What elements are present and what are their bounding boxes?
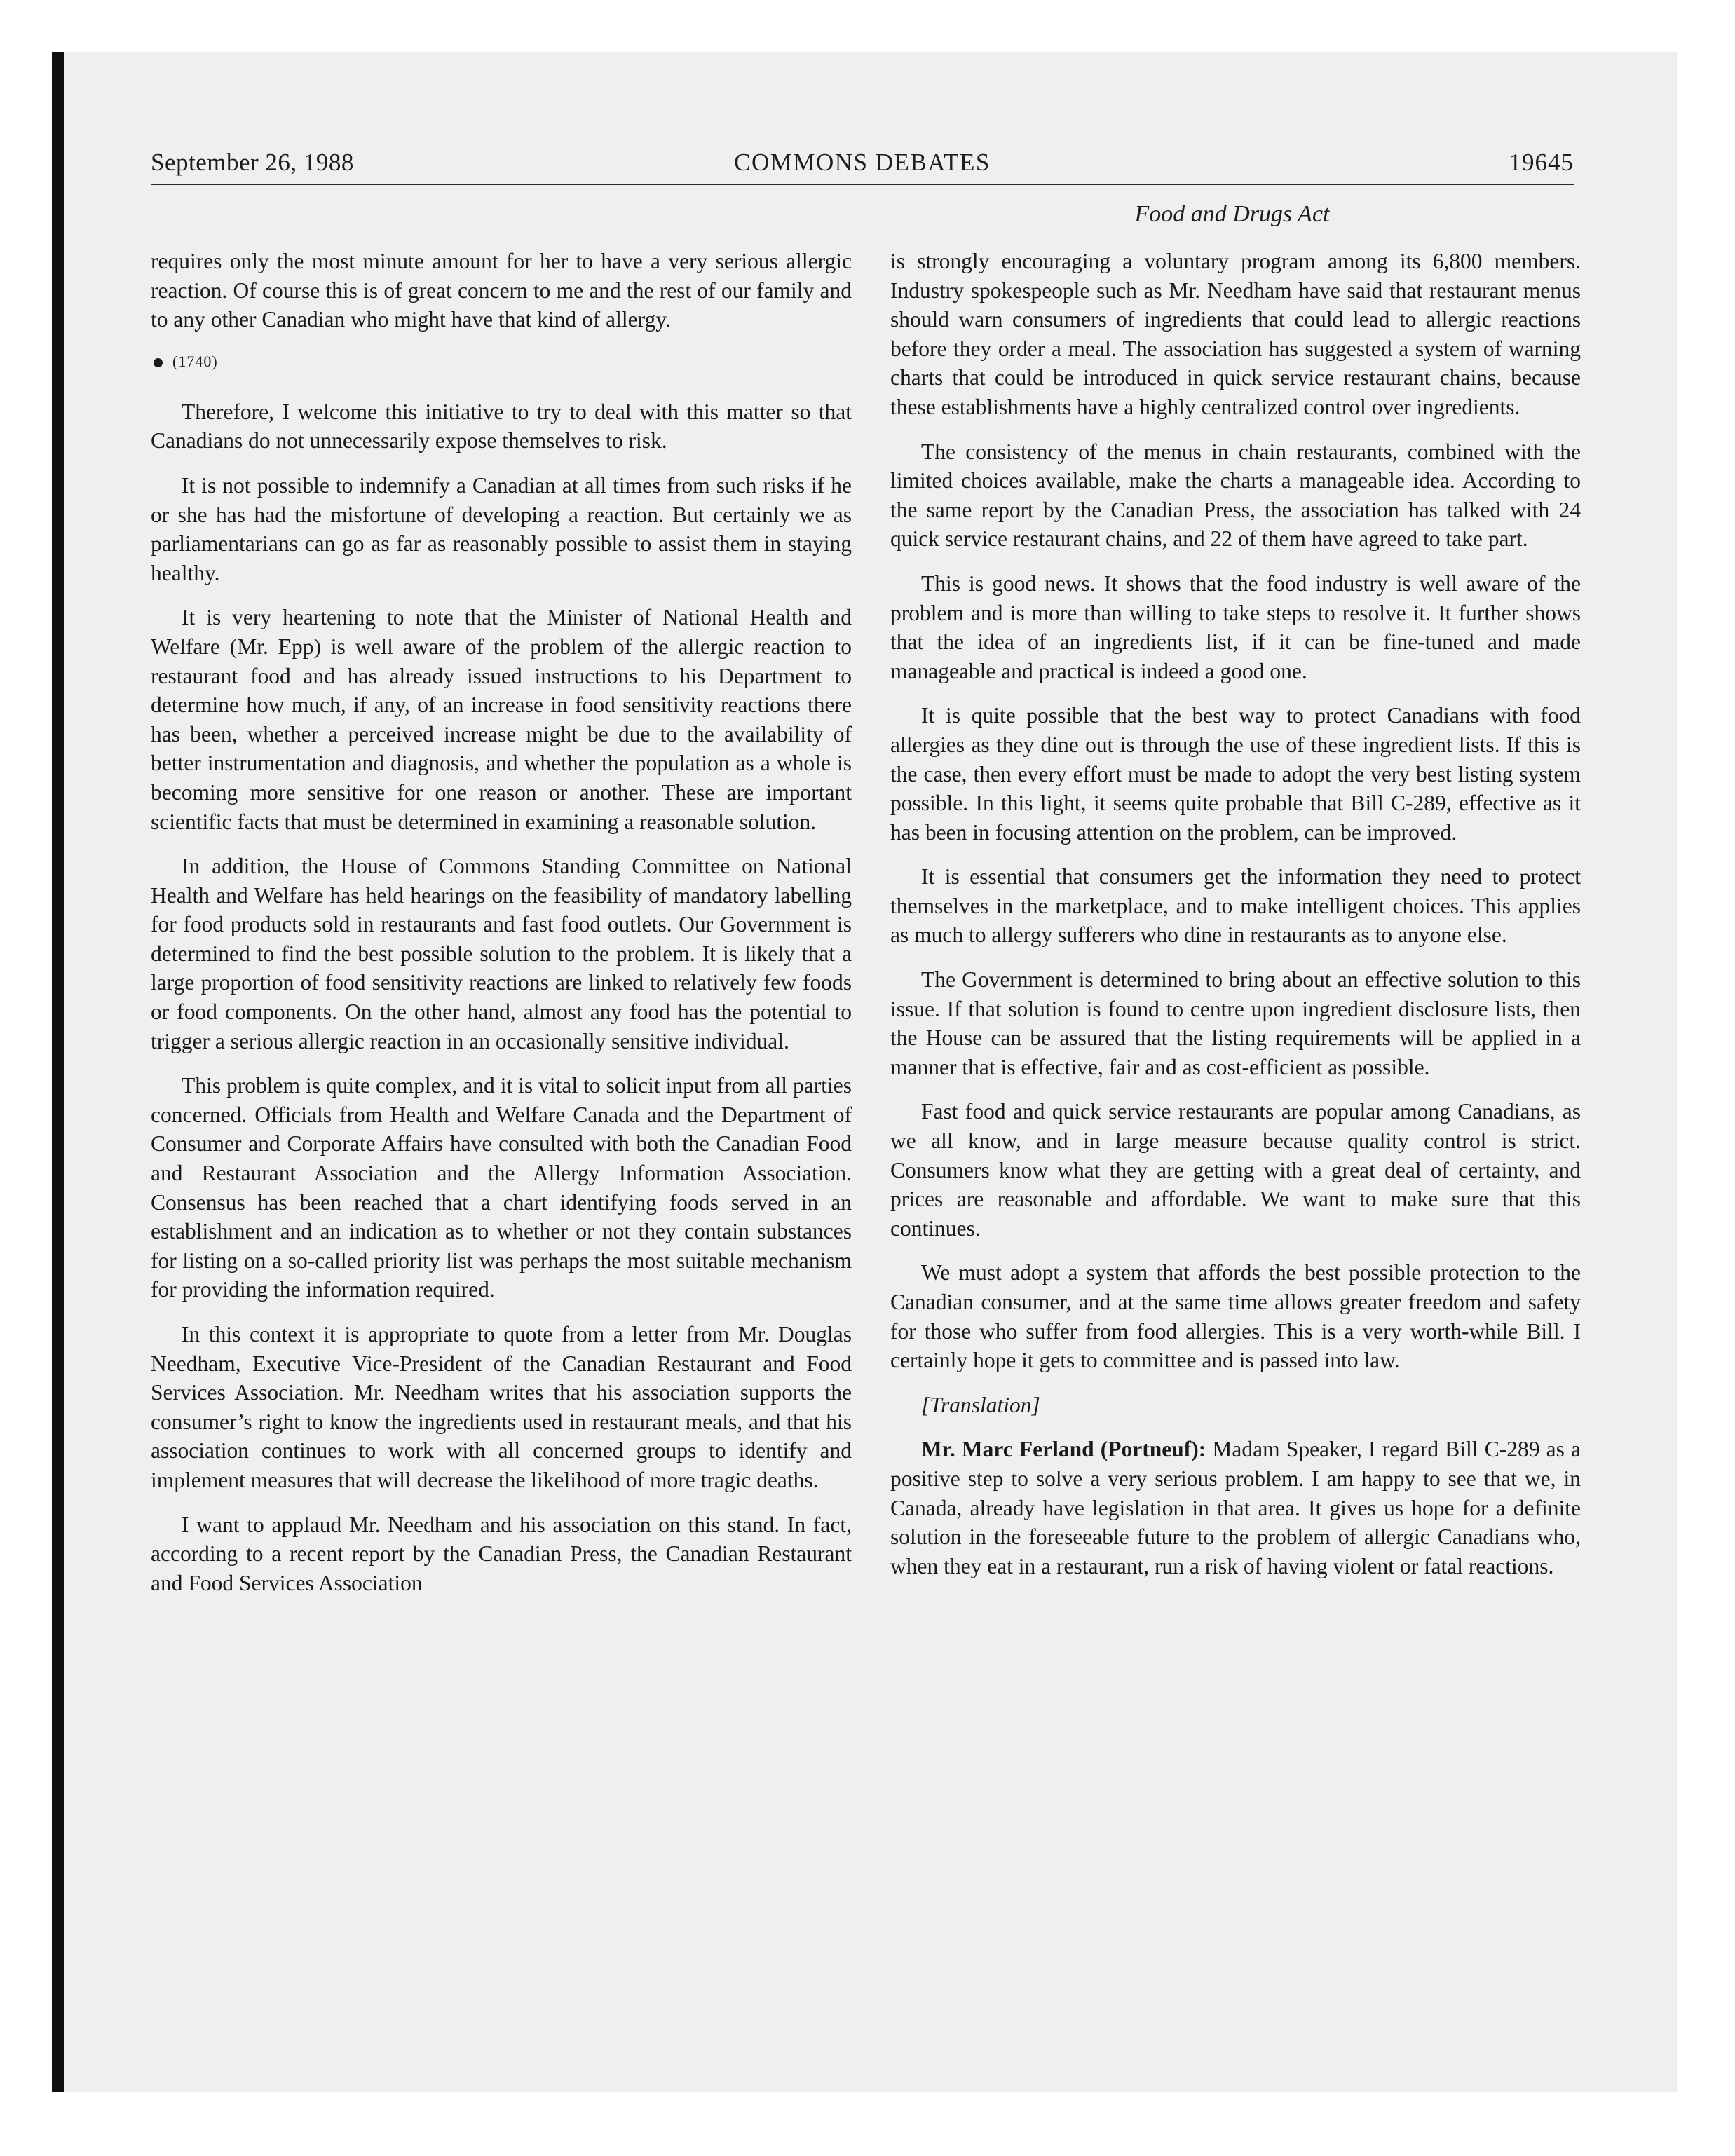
translation-note: [Translation] [921, 1392, 1040, 1417]
paragraph: In this context it is appropriate to quote from a letter from Mr. Douglas Needham, Executive Vice-President of the Canadian Restaurant and Food Services Association. Mr. Needham writes that his association supports the consumer’s right to know the ingredients used in restaurant meals, and that his association continues to work with all concerned groups to identify and implement measures that will decrease the likelihood of more tragic deaths. [151, 1322, 852, 1492]
publication-title: COMMONS DEBATES [734, 149, 991, 176]
paragraph: I want to applaud Mr. Needham and his association on this stand. In fact, according to a recent report by the Canadian Press, the Canadian Restaurant and Food Services Association [151, 1512, 852, 1595]
right-column [890, 247, 1581, 1596]
paragraph: is strongly encouraging a voluntary program among its 6,800 members. Industry spokespeople such as Mr. Needham have said that restaurant menus should warn consumers of ingredients that could lead to allergic reactions before they order a meal. The association has suggested a system of warning charts that could be introduced in quick service restaurant chains, because these establishments have a highly centralized control over ingredients. [890, 249, 1581, 419]
paragraph: This problem is quite complex, and it is vital to solicit input from all parties concerned. Officials from Health and Welfare Canada and the Department of Consumer and Corporate Affairs have consulted with both the Canadian Food and Restaurant Association and the Allergy Information Association. Consensus has been reached that a chart identifying foods served in an establishment and an indication as to whether or not they contain substances for listing on a so-called priority list was perhaps the most suitable mechanism for providing the information required. [151, 1073, 852, 1302]
speaker-name: Mr. Marc Ferland (Portneuf): [921, 1437, 1206, 1462]
running-head [151, 149, 1574, 184]
paragraph: It is very heartening to note that the Minister of National Health and Welfare (Mr. Epp) is well aware of the problem of the allergic reaction to restaurant food and has already issued instructions to his Department to determine how much, if any, of an increase in food sensitivity reactions there has been, whether a perceived increase might be due to the availability of better instrumentation and diagnosis, and whether the population as a whole is becoming more sensitive for one reason or another. These are important scientific facts that must be determined in examining a reasonable solution. [151, 605, 852, 834]
paragraph: It is not possible to indemnify a Canadian at all times from such risks if he or she has had the misfortune of developing a reaction. But certainly we as parliamentarians can go as far as reasonably possible to assist them in staying healthy. [151, 472, 852, 585]
time-marker [151, 351, 852, 372]
paragraph: The consistency of the menus in chain restaurants, combined with the limited choices available, make the charts a manageable idea. According to the same report by the Canadian Press, the association has talked with 24 quick service restaurant chains, and 22 of them have agreed to take part. [890, 439, 1581, 552]
paragraph: We must adopt a system that affords the best possible protection to the Canadian consumer, and at the same time allows greater freedom and safety for those who suffer from food allergies. This is a very worth-while Bill. I certainly hope it gets to committee and is passed into law. [890, 1260, 1581, 1373]
paragraph: Fast food and quick service restaurants are popular among Canadians, as we all know, and in large measure because quality control is strict. Consumers know what they are getting with a great deal of certainty, and prices are reasonable and affordable. We want to make sure that this continues. [890, 1099, 1581, 1241]
speech-text: Madam Speaker, I regard Bill C-289 as a positive step to solve a very serious problem. I am happy to see that we, in Canada, already have legislation in that area. It gives us hope for a definite solution in the foreseeable future to the problem of allergic Canadians who, when they eat in a restaurant, run a risk of having violent or fatal reactions. [890, 1437, 1581, 1578]
paragraph: It is quite possible that the best way to protect Canadians with food allergies as they dine out is through the use of these ingredient lists. If this is the case, then every effort must be made to adopt the very best listing system possible. In this light, it seems quite probable that Bill C-289, effective as it has been in focusing attention on the problem, can be improved. [890, 703, 1581, 845]
paragraph: In addition, the House of Commons Standing Committee on National Health and Welfare has held hearings on the feasibility of mandatory labelling for food products sold in restaurants and fast food outlets. Our Government is determined to find the best possible solution to the problem. It is likely that a large proportion of food sensitivity reactions are linked to relatively few foods or food components. On the other hand, almost any food has the potential to trigger a serious allergic reaction in an occasionally sensitive individual. [151, 854, 852, 1053]
topic-heading: Food and Drugs Act [1134, 201, 1330, 227]
scan-edge-shadow [52, 52, 64, 2092]
page-number: 19645 [1509, 149, 1574, 176]
paragraph: requires only the most minute amount for her to have a very serious allergic reaction. Of course this is of great concern to me and the rest of our family and to any other Canadian who might have that kind of allergy. [151, 249, 852, 332]
header-rule [151, 184, 1574, 185]
paragraph: Therefore, I welcome this initiative to try to deal with this matter so that Canadians do not unnecessarily expose themselves to risk. [151, 399, 852, 453]
speech-paragraph [890, 1435, 1581, 1581]
paragraph: It is essential that consumers get the information they need to protect themselves in the marketplace, and to make intelligent choices. This applies as much to allergy sufferers who dine in restaurants as to anyone else. [890, 864, 1581, 948]
paragraph: The Government is determined to bring about an effective solution to this issue. If that solution is found to centre upon ingredient disclosure lists, then the House can be assured that the listing requirements will be applied in a manner that is effective, fair and as cost-efficient as possible. [890, 967, 1581, 1079]
paragraph: This is good news. It shows that the food industry is well aware of the problem and is more than willing to take steps to resolve it. It further shows that the idea of an ingredients list, if it can be fine-tuned and made manageable and practical is indeed a good one. [890, 571, 1581, 683]
bullet-icon [154, 358, 163, 367]
time-stamp: (1740) [172, 352, 218, 370]
page-date: September 26, 1988 [151, 149, 354, 176]
left-column [151, 247, 852, 1613]
